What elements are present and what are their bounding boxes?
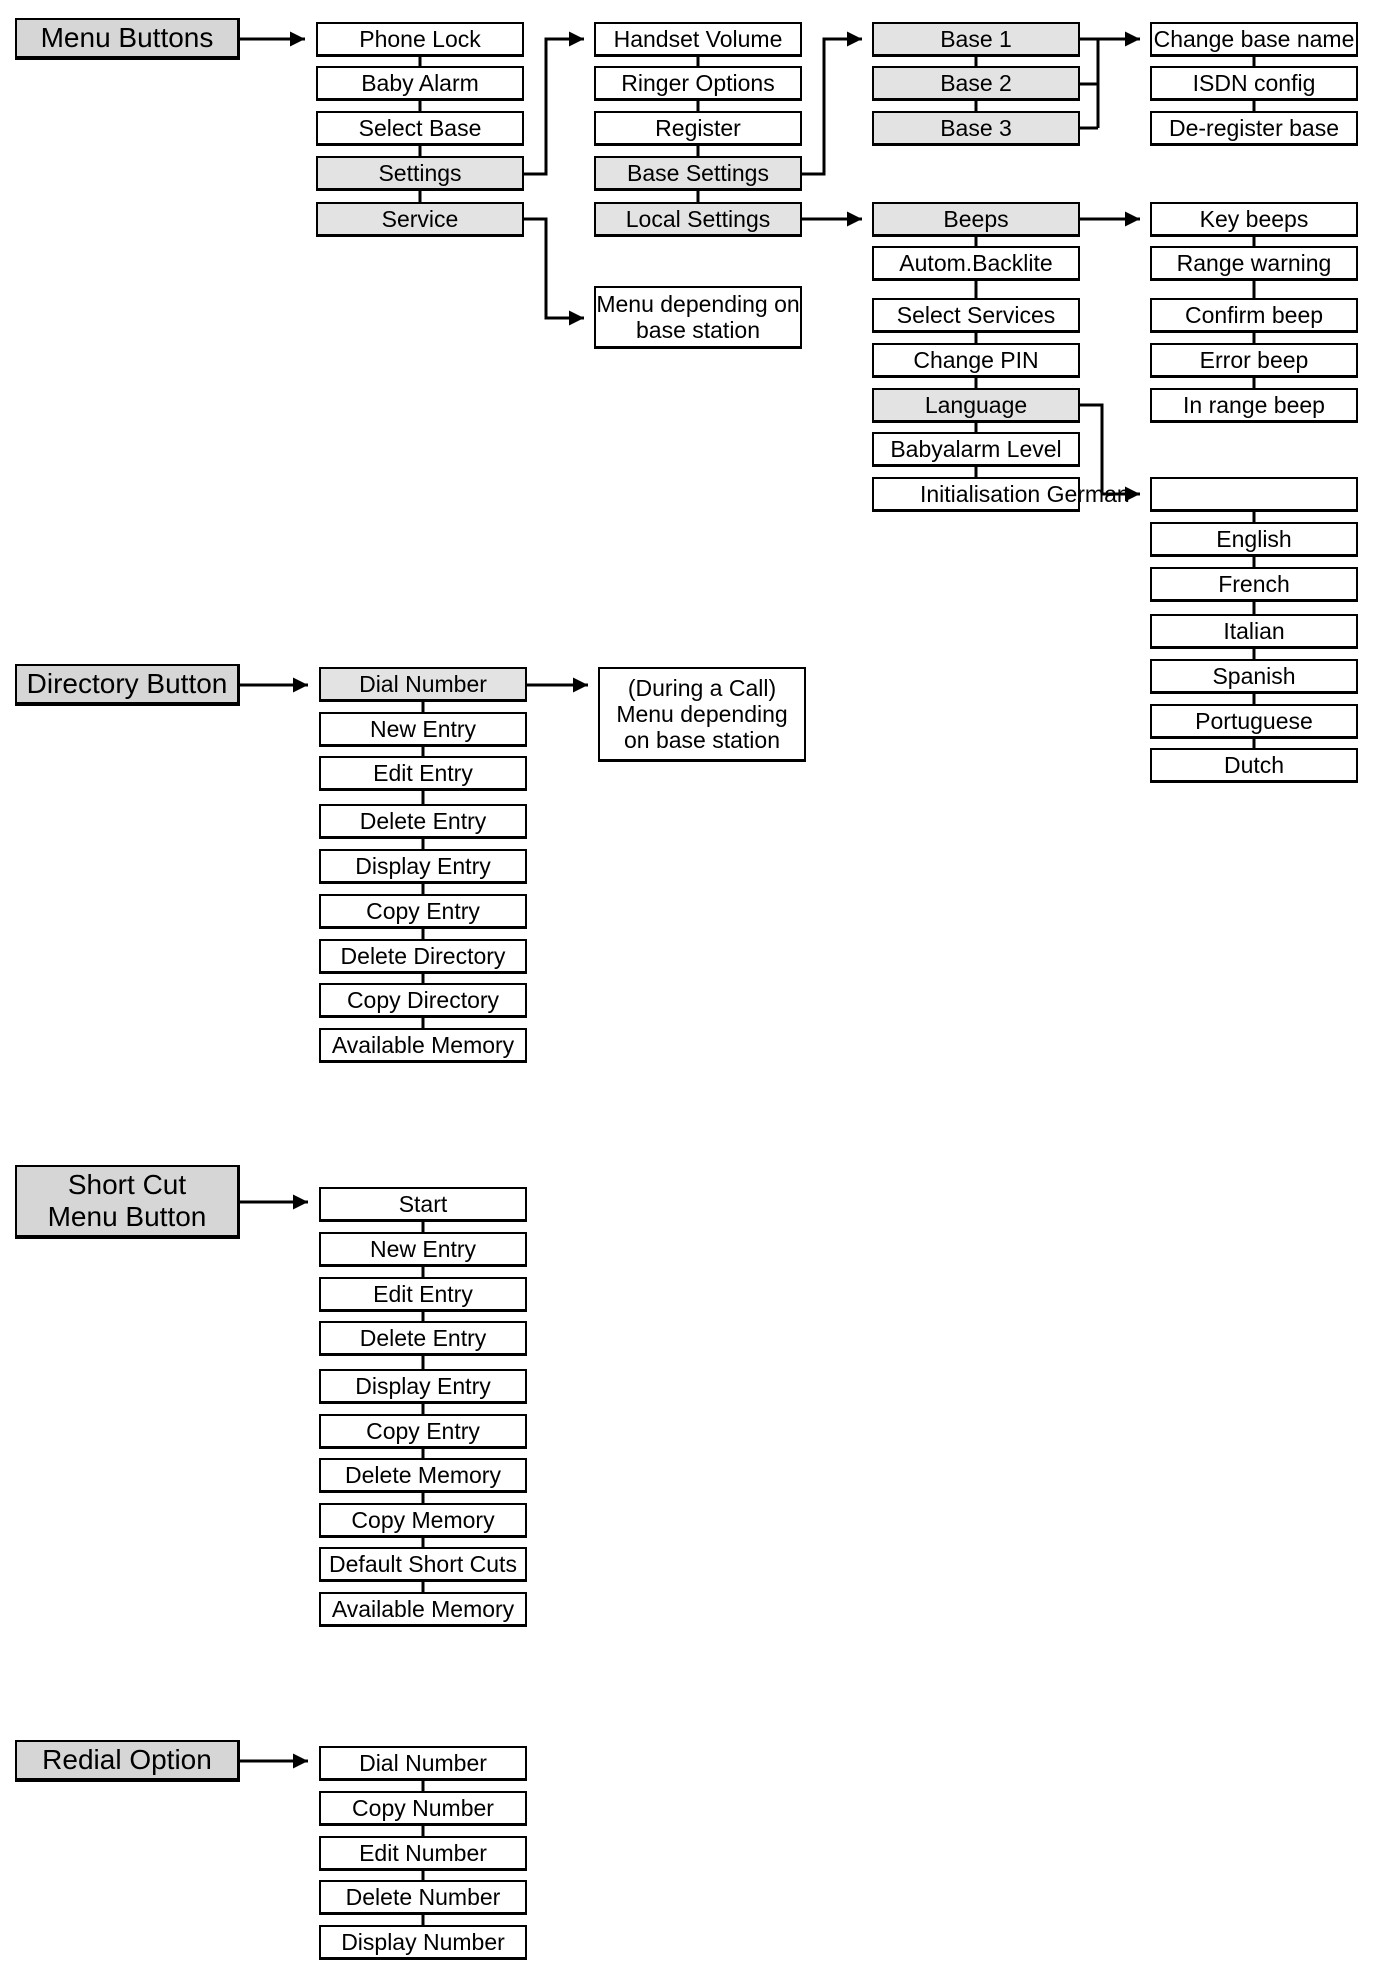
menu-item-select-base: Select Base bbox=[316, 111, 524, 146]
directory-item-display-entry: Display Entry bbox=[319, 849, 527, 884]
base-option-isdn-config: ISDN config bbox=[1150, 66, 1358, 101]
directory-button-heading: Directory Button bbox=[15, 664, 240, 706]
settings-item-ringer-options: Ringer Options bbox=[594, 66, 802, 101]
language-item-dutch: Dutch bbox=[1150, 748, 1358, 783]
settings-item-register: Register bbox=[594, 111, 802, 146]
redial-item-copy-number: Copy Number bbox=[319, 1791, 527, 1826]
beeps-item-range-warning: Range warning bbox=[1150, 246, 1358, 281]
beeps-item-error-beep: Error beep bbox=[1150, 343, 1358, 378]
redial-item-delete-number: Delete Number bbox=[319, 1880, 527, 1915]
language-item-blank bbox=[1150, 477, 1358, 512]
menu-item-phone-lock: Phone Lock bbox=[316, 22, 524, 57]
directory-item-available-memory: Available Memory bbox=[319, 1028, 527, 1063]
language-item-english: English bbox=[1150, 522, 1358, 557]
redial-item-edit-number: Edit Number bbox=[319, 1836, 527, 1871]
language-item-french: French bbox=[1150, 567, 1358, 602]
menu-item-settings: Settings bbox=[316, 156, 524, 191]
language-item-spanish: Spanish bbox=[1150, 659, 1358, 694]
local-item-beeps: Beeps bbox=[872, 202, 1080, 237]
local-item-select-services: Select Services bbox=[872, 298, 1080, 333]
base-item-3: Base 3 bbox=[872, 111, 1080, 146]
base-option-change-base-name: Change base name bbox=[1150, 22, 1358, 57]
menu-item-baby-alarm: Baby Alarm bbox=[316, 66, 524, 101]
base-option-deregister-base: De-register base bbox=[1150, 111, 1358, 146]
shortcut-item-new-entry: New Entry bbox=[319, 1232, 527, 1267]
local-item-babyalarm-level: Babyalarm Level bbox=[872, 432, 1080, 467]
short-cut-menu-button-heading: Short Cut Menu Button bbox=[15, 1165, 240, 1239]
directory-dial-submenu-box: (During a Call) Menu depending on base station bbox=[598, 667, 806, 762]
arrow-base-settings bbox=[802, 39, 862, 174]
directory-item-delete-entry: Delete Entry bbox=[319, 804, 527, 839]
directory-item-new-entry: New Entry bbox=[319, 712, 527, 747]
local-item-language: Language bbox=[872, 388, 1080, 423]
redial-item-dial-number: Dial Number bbox=[319, 1746, 527, 1781]
base-item-2: Base 2 bbox=[872, 66, 1080, 101]
language-item-italian: Italian bbox=[1150, 614, 1358, 649]
directory-item-edit-entry: Edit Entry bbox=[319, 756, 527, 791]
language-item-portuguese: Portuguese bbox=[1150, 704, 1358, 739]
menu-item-service: Service bbox=[316, 202, 524, 237]
shortcut-item-copy-memory: Copy Memory bbox=[319, 1503, 527, 1538]
shortcut-item-start: Start bbox=[319, 1187, 527, 1222]
settings-item-local-settings: Local Settings bbox=[594, 202, 802, 237]
local-item-initialisation: Initialisation German bbox=[872, 477, 1080, 512]
arrow-settings bbox=[524, 39, 584, 174]
service-submenu-box: Menu depending on base station bbox=[594, 286, 802, 349]
redial-option-heading: Redial Option bbox=[15, 1740, 240, 1782]
directory-item-copy-directory: Copy Directory bbox=[319, 983, 527, 1018]
redial-item-display-number: Display Number bbox=[319, 1925, 527, 1960]
directory-item-dial-number: Dial Number bbox=[319, 667, 527, 702]
settings-item-handset-volume: Handset Volume bbox=[594, 22, 802, 57]
shortcut-item-copy-entry: Copy Entry bbox=[319, 1414, 527, 1449]
arrow-service bbox=[524, 219, 584, 318]
shortcut-item-edit-entry: Edit Entry bbox=[319, 1277, 527, 1312]
local-item-change-pin: Change PIN bbox=[872, 343, 1080, 378]
beeps-item-in-range-beep: In range beep bbox=[1150, 388, 1358, 423]
local-item-autom-backlite: Autom.Backlite bbox=[872, 246, 1080, 281]
beeps-item-key-beeps: Key beeps bbox=[1150, 202, 1358, 237]
base-item-1: Base 1 bbox=[872, 22, 1080, 57]
settings-item-base-settings: Base Settings bbox=[594, 156, 802, 191]
shortcut-item-available-memory: Available Memory bbox=[319, 1592, 527, 1627]
shortcut-item-default-short-cuts: Default Short Cuts bbox=[319, 1547, 527, 1582]
directory-item-copy-entry: Copy Entry bbox=[319, 894, 527, 929]
shortcut-item-delete-entry: Delete Entry bbox=[319, 1321, 527, 1356]
beeps-item-confirm-beep: Confirm beep bbox=[1150, 298, 1358, 333]
menu-buttons-heading: Menu Buttons bbox=[15, 18, 240, 60]
shortcut-item-delete-memory: Delete Memory bbox=[319, 1458, 527, 1493]
directory-item-delete-directory: Delete Directory bbox=[319, 939, 527, 974]
shortcut-item-display-entry: Display Entry bbox=[319, 1369, 527, 1404]
